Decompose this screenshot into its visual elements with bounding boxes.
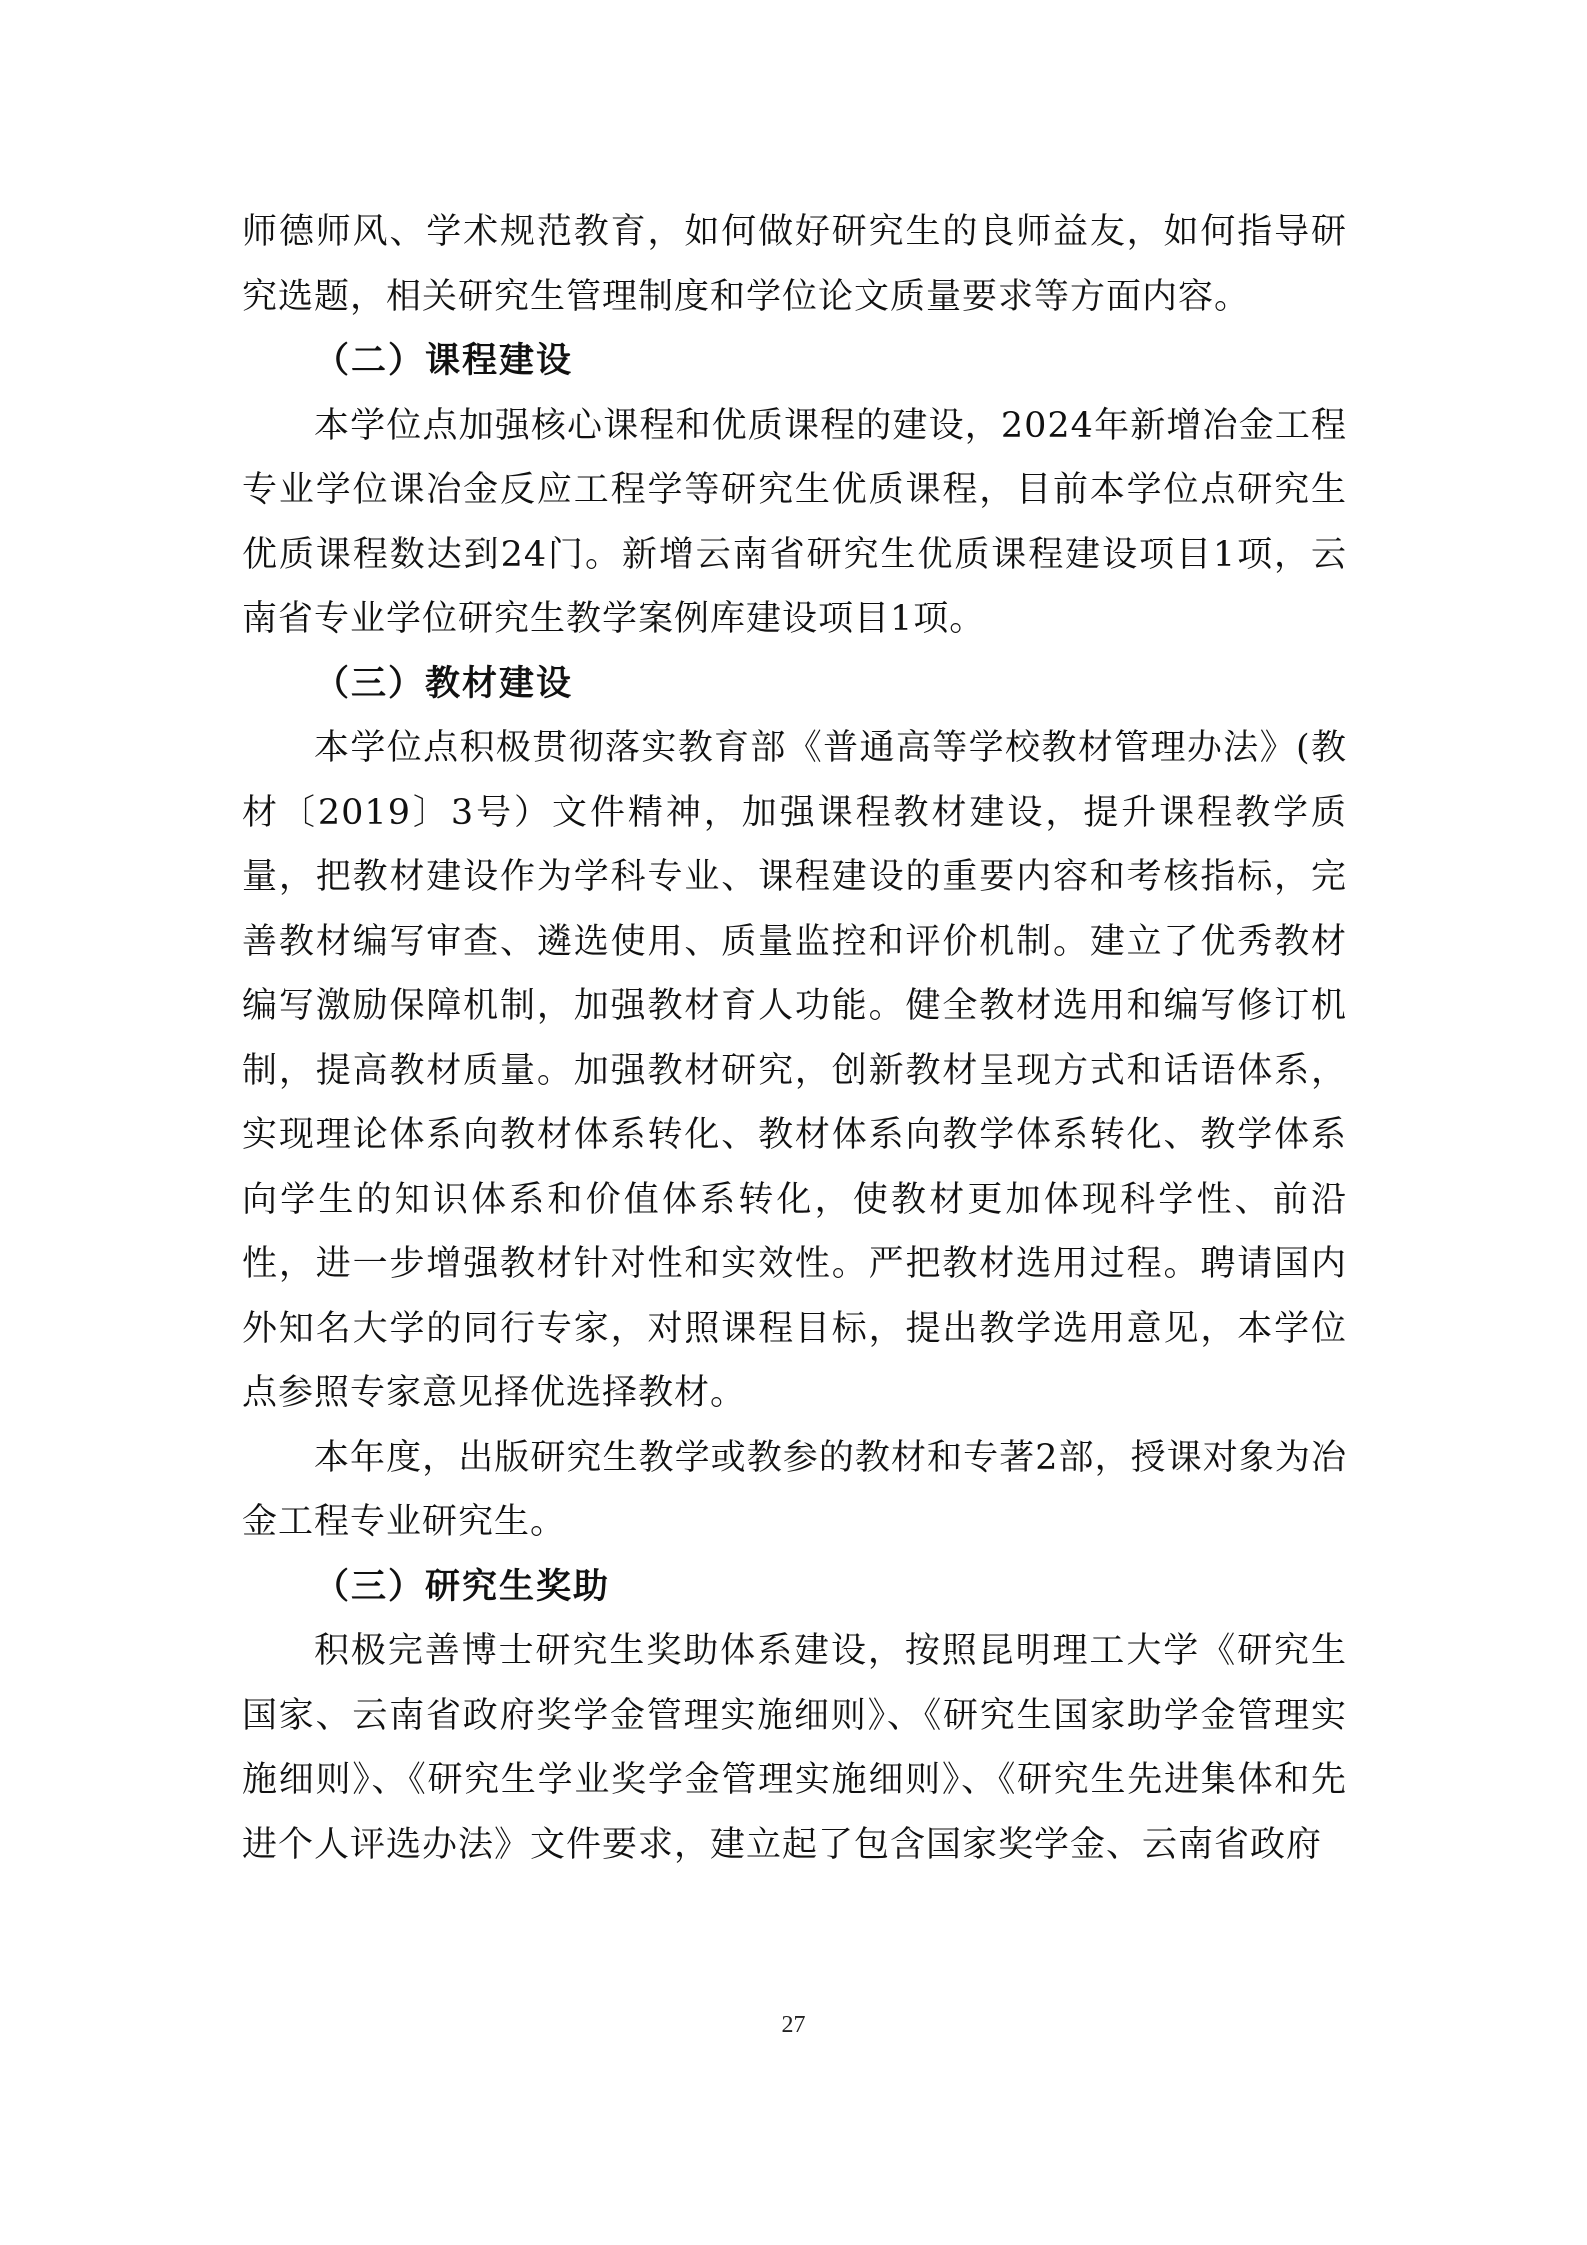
section-heading-textbook-construction: （三）教材建设 xyxy=(314,663,574,704)
document-body xyxy=(242,200,1347,1877)
textbook-publication-paragraph: 本年度，出版研究生教学或教参的教材和专著2部，授课对象为冶金工程专业研究生。 xyxy=(242,1437,1347,1542)
continuation-paragraph: 师德师风、学术规范教育，如何做好研究生的良师益友，如何指导研究选题，相关研究生管理制度和学位论文质量要求等方面内容。 xyxy=(242,212,1347,317)
textbook-construction-paragraph: 本学位点积极贯彻落实教育部《普通高等学校教材管理办法》(教材〔2019〕3号）文件精神，加强课程教材建设，提升课程教学质量，把教材建设作为学科专业、课程建设的重要内容和考核指标，完善教材编写审查、遴选使用、质量监控和评价机制。建立了优秀教材编写激励保障机制，加强教材育人功能。健全教材选用和编写修订机制，提高教材质量。加强教材研究，创新教材呈现方式和话语体系，实现理论体系向教材体系转化、教材体系向教学体系转化、教学体系向学生的知识体系和价值体系转化，使教材更加体现科学性、前沿性，进一步增强教材针对性和实效性。严把教材选用过程。聘请国内外知名大学的同行专家，对照课程目标，提出教学选用意见，本学位点参照专家意见择优选择教材。 xyxy=(242,728,1347,1413)
section-heading-course-construction: （二）课程建设 xyxy=(314,341,574,381)
section-heading-student-awards: （三）研究生奖助 xyxy=(314,1566,611,1607)
page-number: 27 xyxy=(781,2012,806,2038)
course-construction-paragraph: 本学位点加强核心课程和优质课程的建设，2024年新增冶金工程专业学位课冶金反应工程学等研究生优质课程，目前本学位点研究生优质课程数达到24门。新增云南省研究生优质课程建设项目1项，云南省专业学位研究生教学案例库建设项目1项。 xyxy=(242,405,1347,639)
student-awards-paragraph: 积极完善博士研究生奖助体系建设，按照昆明理工大学《研究生国家、云南省政府奖学金管理实施细则》、《研究生国家助学金管理实施细则》、《研究生学业奖学金管理实施细则》、《研究生先进集体和先进个人评选办法》文件要求，建立起了包含国家奖学金、云南省政府 xyxy=(242,1631,1347,1865)
